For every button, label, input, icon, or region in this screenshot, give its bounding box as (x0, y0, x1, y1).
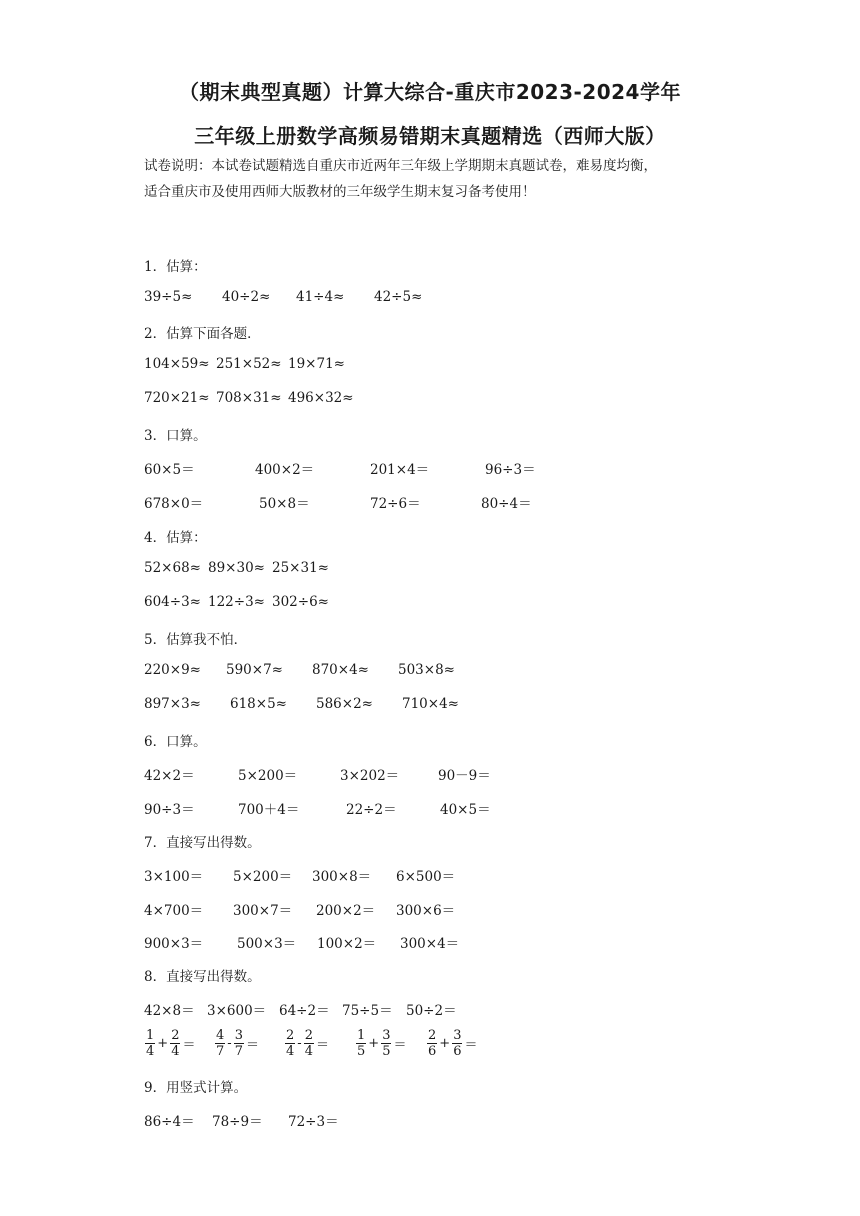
problem: 3×600＝ (207, 1003, 267, 1019)
question-7-prompt: 7．直接写出得数。 (144, 835, 261, 851)
problem: 60×5＝ (144, 462, 195, 478)
numerator: 3 (234, 1028, 243, 1043)
fraction (427, 1028, 437, 1059)
problem: 590×7≈ (226, 662, 283, 678)
numerator: 2 (171, 1028, 180, 1043)
problem: 78÷9＝ (212, 1114, 263, 1130)
numerator: 3 (382, 1028, 391, 1043)
question-5-prompt: 5．估算我不怕． (144, 632, 248, 648)
operator: - (297, 1036, 302, 1051)
problem: 3×202＝ (340, 768, 400, 784)
problem: 618×5≈ (230, 696, 287, 712)
problem: 90－9＝ (438, 768, 491, 784)
problem: 201×4＝ (370, 462, 430, 478)
denominator: 7 (216, 1044, 225, 1059)
problem: 720×21≈ (144, 390, 210, 406)
problem: 42×8＝ (144, 1003, 195, 1019)
fraction (234, 1028, 244, 1059)
problem: 5×200＝ (233, 869, 293, 885)
denominator: 7 (234, 1044, 243, 1059)
question-9-prompt: 9．用竖式计算。 (144, 1080, 248, 1096)
question-8-prompt: 8．直接写出得数。 (144, 969, 261, 985)
question-4-prompt: 4．估算： (144, 530, 207, 546)
problem: 42×2＝ (144, 768, 195, 784)
problem: 89×30≈ (208, 560, 265, 576)
fraction-problem (355, 1028, 407, 1059)
question-3-prompt: 3．口算。 (144, 428, 207, 444)
fraction-problem (426, 1028, 478, 1059)
denominator: 5 (357, 1044, 366, 1059)
numerator: 1 (146, 1028, 155, 1043)
problem: 897×3≈ (144, 696, 201, 712)
exam-note-line-2: 适合重庆市及使用西师大版教材的三年级学生期末复习备考使用！ (144, 184, 536, 200)
question-6-prompt: 6．口算。 (144, 734, 207, 750)
exam-note (144, 153, 744, 205)
denominator: 4 (146, 1044, 155, 1059)
problem: 6×500＝ (396, 869, 456, 885)
problem: 72÷6＝ (370, 496, 421, 512)
operator: + (157, 1036, 169, 1051)
problem: 41÷4≈ (296, 289, 345, 305)
denominator: 6 (453, 1044, 462, 1059)
fraction (145, 1028, 155, 1059)
denominator: 6 (428, 1044, 437, 1059)
problem: 52×68≈ (144, 560, 201, 576)
equals-sign: ＝ (245, 1038, 259, 1053)
page-title-line-2: 三年级上册数学高频易错期末真题精选（西师大版） (194, 124, 666, 148)
problem: 300×7＝ (233, 903, 293, 919)
fraction (452, 1028, 462, 1059)
problem: 678×0＝ (144, 496, 204, 512)
problem: 708×31≈ (216, 390, 282, 406)
problem: 22÷2＝ (346, 802, 397, 818)
denominator: 4 (286, 1044, 295, 1059)
problem: 220×9≈ (144, 662, 201, 678)
problem: 496×32≈ (288, 390, 354, 406)
problem: 503×8≈ (398, 662, 455, 678)
problem: 300×8＝ (312, 869, 372, 885)
problem: 86÷4＝ (144, 1114, 195, 1130)
equals-sign: ＝ (315, 1038, 329, 1053)
problem: 870×4≈ (312, 662, 369, 678)
problem: 40÷2≈ (222, 289, 271, 305)
problem: 700＋4＝ (238, 802, 300, 818)
problem: 100×2＝ (317, 936, 377, 952)
problem: 72÷3＝ (288, 1114, 339, 1130)
question-1-prompt: 1．估算： (144, 259, 207, 275)
problem: 39÷5≈ (144, 289, 193, 305)
denominator: 5 (382, 1044, 391, 1059)
exam-note-line-1: 试卷说明：本试卷试题精选自重庆市近两年三年级上学期期末真题试卷，难易度均衡， (144, 158, 657, 174)
denominator: 4 (171, 1044, 180, 1059)
fraction (285, 1028, 295, 1059)
numerator: 3 (453, 1028, 462, 1043)
problem: 25×31≈ (272, 560, 329, 576)
fraction (356, 1028, 366, 1059)
problem: 122÷3≈ (208, 594, 265, 610)
problem: 90÷3＝ (144, 802, 195, 818)
problem: 19×71≈ (288, 356, 345, 372)
fraction-problem (214, 1028, 260, 1059)
problem: 50÷2＝ (406, 1003, 457, 1019)
problem: 500×3＝ (237, 936, 297, 952)
numerator: 1 (357, 1028, 366, 1043)
operator: - (227, 1036, 232, 1051)
problem: 3×100＝ (144, 869, 204, 885)
equals-sign: ＝ (464, 1038, 478, 1053)
fraction (304, 1028, 314, 1059)
equals-sign: ＝ (182, 1038, 196, 1053)
problem: 80÷4＝ (481, 496, 532, 512)
problem: 400×2＝ (255, 462, 315, 478)
problem: 104×59≈ (144, 356, 210, 372)
numerator: 4 (216, 1028, 225, 1043)
problem: 710×4≈ (402, 696, 459, 712)
numerator: 2 (304, 1028, 313, 1043)
equals-sign: ＝ (393, 1038, 407, 1053)
problem: 900×3＝ (144, 936, 204, 952)
problem: 586×2≈ (316, 696, 373, 712)
problem: 300×4＝ (400, 936, 460, 952)
numerator: 2 (428, 1028, 437, 1043)
problem: 604÷3≈ (144, 594, 201, 610)
problem: 40×5＝ (440, 802, 491, 818)
fraction (381, 1028, 391, 1059)
problem: 200×2＝ (316, 903, 376, 919)
problem: 42÷5≈ (374, 289, 423, 305)
operator: + (368, 1036, 380, 1051)
problem: 50×8＝ (259, 496, 310, 512)
problem: 251×52≈ (216, 356, 282, 372)
fraction (170, 1028, 180, 1059)
denominator: 4 (304, 1044, 313, 1059)
problem: 5×200＝ (238, 768, 298, 784)
fraction (215, 1028, 225, 1059)
question-2-prompt: 2．估算下面各题． (144, 326, 261, 342)
numerator: 2 (286, 1028, 295, 1043)
problem: 4×700＝ (144, 903, 204, 919)
problem: 64÷2＝ (279, 1003, 330, 1019)
fraction-problem (284, 1028, 330, 1059)
problem: 75÷5＝ (342, 1003, 393, 1019)
fraction-problem (144, 1028, 196, 1059)
problem: 302÷6≈ (272, 594, 329, 610)
problem: 96÷3＝ (485, 462, 536, 478)
operator: + (439, 1036, 451, 1051)
problem: 300×6＝ (396, 903, 456, 919)
page-title-line-1: （期末典型真题）计算大综合-重庆市2023-2024学年 (179, 80, 681, 104)
